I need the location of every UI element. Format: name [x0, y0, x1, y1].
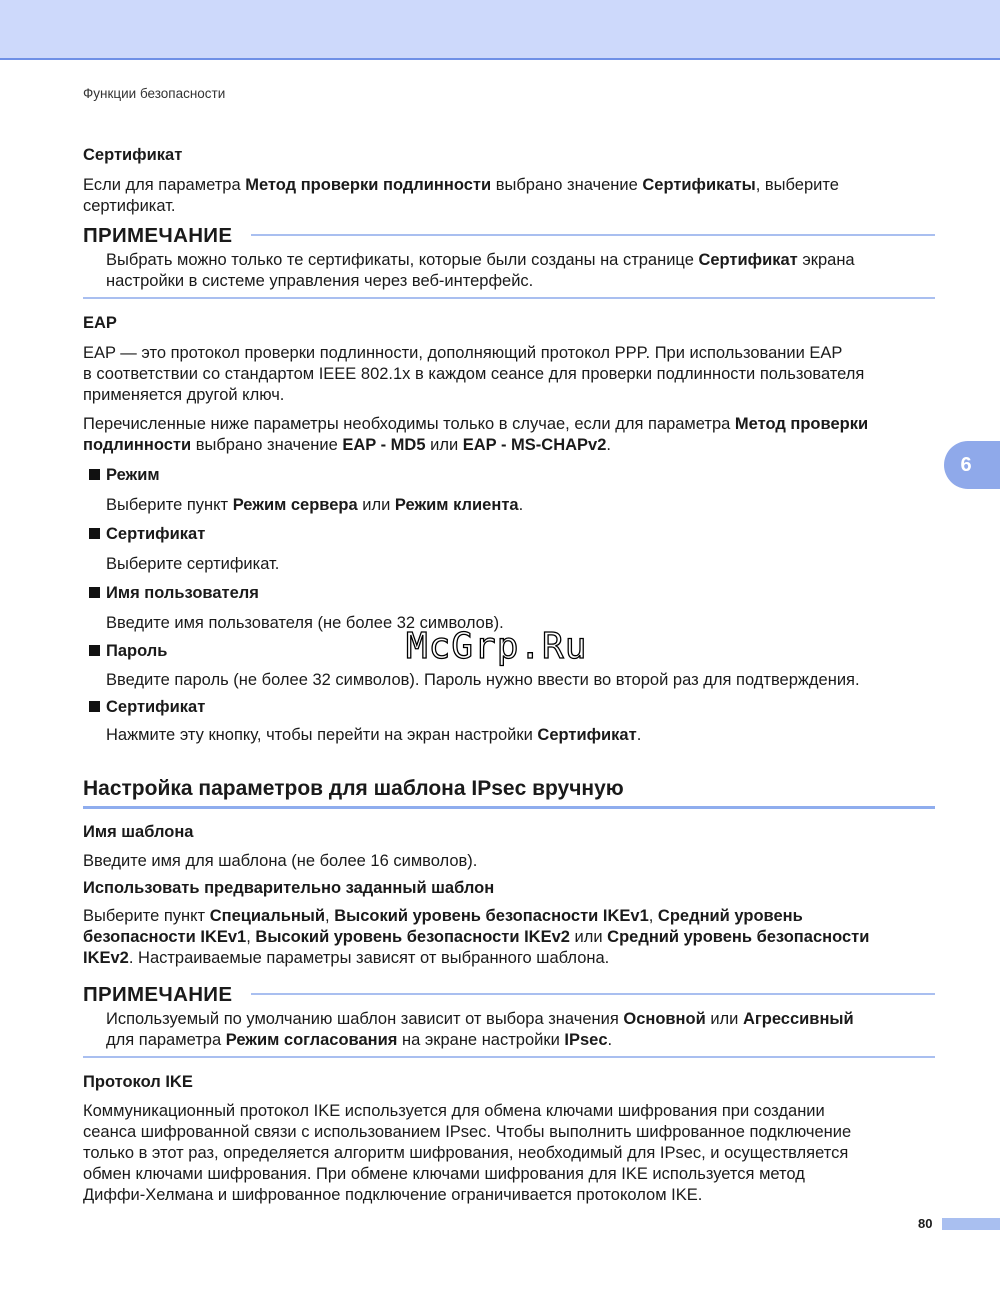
certificate-paragraph-line1: Если для параметра Метод проверки подлинности выбрано значение Сертификаты, выберите — [83, 176, 839, 194]
note-text-line2: настройки в системе управления через веб-интерфейс. — [106, 272, 534, 290]
section-title-certificate: Сертификат — [83, 146, 183, 164]
note-heading-rule — [251, 234, 935, 236]
template-name-title: Имя шаблона — [83, 823, 194, 841]
list-item-username: Имя пользователя — [89, 584, 259, 603]
list-item-certificate-button: Сертификат — [89, 698, 205, 717]
eap-paragraph2-line2: подлинности выбрано значение EAP - MD5 или EAP - MS-CHAPv2. — [83, 436, 611, 454]
section-title-eap: EAP — [83, 314, 117, 332]
note-heading: ПРИМЕЧАНИЕ — [83, 983, 233, 1006]
list-item-certificate: Сертификат — [89, 525, 205, 544]
eap-paragraph-line1: EAP — это протокол проверки подлинности, дополняющий протокол PPP. При использовании EAP — [83, 344, 843, 362]
ike-paragraph-line2: сеанса шифрованной связи с использованием IPsec. Чтобы выполнить шифрованное подключение — [83, 1123, 852, 1141]
note2-text-line1: Используемый по умолчанию шаблон зависит от выбора значения Основной или Агрессивный — [106, 1010, 854, 1028]
certificate-button-description: Нажмите эту кнопку, чтобы перейти на экран настройки Сертификат. — [106, 726, 642, 744]
certificate-paragraph-line2: сертификат. — [83, 197, 176, 215]
note-text-line1: Выбрать можно только те сертификаты, которые были созданы на странице Сертификат экрана — [106, 251, 855, 269]
bullet-square-icon — [89, 645, 100, 656]
breadcrumb: Функции безопасности — [83, 86, 226, 101]
ike-paragraph-line1: Коммуникационный протокол IKE используется для обмена ключами шифрования при создании — [83, 1102, 825, 1120]
template-name-description: Введите имя для шаблона (не более 16 символов). — [83, 852, 478, 870]
eap-paragraph2-line1: Перечисленные ниже параметры необходимы только в случае, если для параметра Метод проверки — [83, 415, 869, 433]
ike-paragraph-line4: обмен ключами шифрования. При обмене ключами шифрования для IKE используется метод — [83, 1165, 805, 1183]
eap-paragraph-line3: применяется другой ключ. — [83, 386, 285, 404]
predefined-template-line3: IKEv2. Настраиваемые параметры зависят от выбранного шаблона. — [83, 949, 610, 967]
predefined-template-line1: Выберите пункт Специальный, Высокий уровень безопасности IKEv1, Средний уровень — [83, 907, 803, 925]
predefined-template-line2: безопасности IKEv1, Высокий уровень безопасности IKEv2 или Средний уровень безопасности — [83, 928, 870, 946]
mode-description: Выберите пункт Режим сервера или Режим клиента. — [106, 496, 524, 514]
section-heading-rule — [83, 806, 935, 809]
certificate-description: Выберите сертификат. — [106, 555, 280, 573]
predefined-template-title: Использовать предварительно заданный шаблон — [83, 879, 495, 897]
watermark-logo: McGrp.Ru — [406, 626, 588, 667]
note-bottom-rule — [83, 1056, 935, 1058]
section-heading-ipsec: Настройка параметров для шаблона IPsec вручную — [83, 777, 624, 800]
bullet-square-icon — [89, 701, 100, 712]
note2-text-line2: для параметра Режим согласования на экране настройки IPsec. — [106, 1031, 613, 1049]
note-bottom-rule — [83, 297, 935, 299]
chapter-tab: 6 — [944, 441, 1000, 489]
header-band — [0, 0, 1000, 60]
bullet-square-icon — [89, 528, 100, 539]
eap-paragraph-line2: в соответствии со стандартом IEEE 802.1x в каждом сеансе для проверки подлинности пользователя — [83, 365, 865, 383]
note-heading: ПРИМЕЧАНИЕ — [83, 224, 233, 247]
password-description: Введите пароль (не более 32 символов). Пароль нужно ввести во второй раз для подтверждения. — [106, 671, 860, 689]
note-heading-rule — [251, 993, 935, 995]
ike-paragraph-line3: только в этот раз, определяется алгоритм шифрования, необходимый для IPsec, и осуществляется — [83, 1144, 849, 1162]
list-item-mode: Режим — [89, 466, 160, 485]
page-number-bar — [942, 1218, 1000, 1230]
section-title-ike: Протокол IKE — [83, 1073, 193, 1091]
page-number: 80 — [918, 1216, 933, 1231]
bullet-square-icon — [89, 469, 100, 480]
list-item-password: Пароль — [89, 642, 167, 661]
bullet-square-icon — [89, 587, 100, 598]
ike-paragraph-line5: Диффи-Хелмана и шифрованное подключение ограничивается протоколом IKE. — [83, 1186, 703, 1204]
username-description: Введите имя пользователя (не более 32 символов). — [106, 614, 504, 632]
